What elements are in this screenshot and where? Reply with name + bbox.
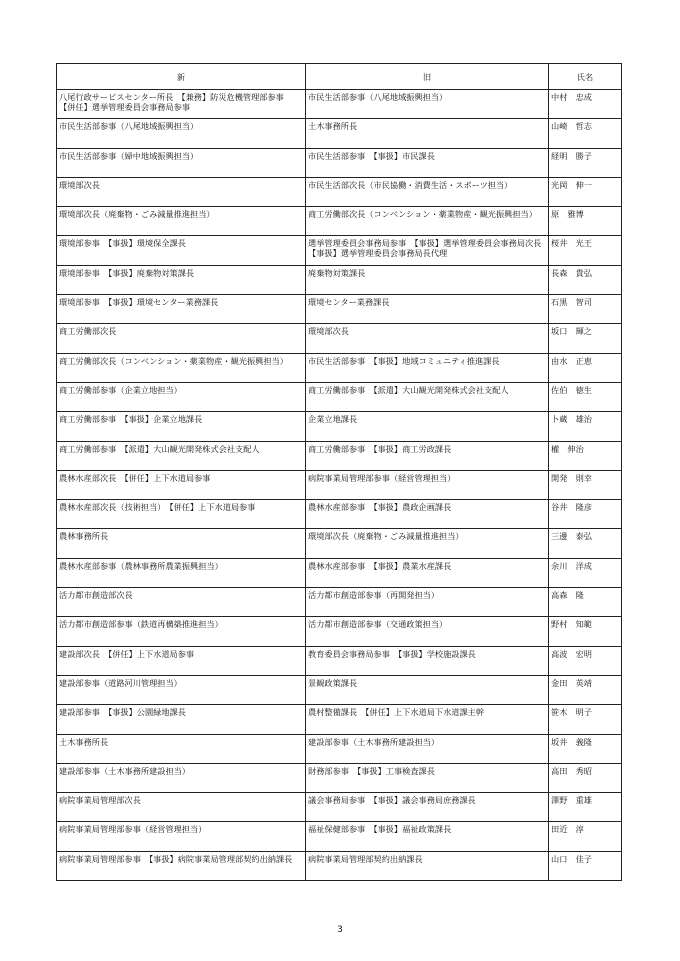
cell-new-position: 商工労働部参事 【事扱】企業立地課長 [57,412,306,441]
table-row [57,177,622,206]
cell-new-position: 建設部参事 【事扱】公園緑地課長 [57,705,306,734]
cell-new-position: 農林水産部次長（技術担当） 【併任】上下水道局参事 [57,500,306,529]
table-body [57,90,622,881]
cell-new-position: 土木事務所長 [57,734,306,763]
cell-old-position: 教育委員会事務局参事 【事扱】学校施設課長 [306,646,549,675]
cell-old-position: 福祉保健部参事 【事扱】福祉政策課長 [306,822,549,851]
cell-old-position: 土木事務所長 [306,119,549,148]
table-row [57,675,622,704]
cell-new-position: 市民生活部参事（婦中地域振興担当） [57,148,306,177]
table-row [57,90,622,119]
cell-old-position: 商工労働部参事 【事扱】商工労政課長 [306,441,549,470]
table-row [57,588,622,617]
cell-new-position: 環境部参事 【事扱】環境保全課長 [57,236,306,265]
cell-new-position: 活力都市創造部参事（鉄道再構築推進担当） [57,617,306,646]
cell-new-position: 活力都市創造部次長 [57,588,306,617]
cell-new-position: 商工労働部参事 【派遣】大山観光開発株式会社支配人 [57,441,306,470]
header-old: 旧 [306,64,549,90]
table-row [57,119,622,148]
cell-person-name: 谷井 隆彦 [549,500,622,529]
table-row [57,646,622,675]
cell-person-name: 坂井 義隆 [549,734,622,763]
cell-person-name: 高森 隆 [549,588,622,617]
cell-person-name: 長森 貴弘 [549,265,622,294]
cell-person-name: 高田 秀昭 [549,763,622,792]
table-row [57,207,622,236]
cell-new-position: 環境部参事 【事扱】環境センター業務課長 [57,295,306,324]
cell-person-name: 高波 宏明 [549,646,622,675]
cell-person-name: 野村 知範 [549,617,622,646]
cell-new-position: 建設部次長 【併任】上下水道局参事 [57,646,306,675]
cell-new-position: 農林水産部次長 【併任】上下水道局参事 [57,470,306,499]
cell-person-name: 坂口 輝之 [549,324,622,353]
cell-person-name: 權 伸治 [549,441,622,470]
cell-person-name: 石黒 智司 [549,295,622,324]
table-row [57,412,622,441]
header-new: 新 [57,64,306,90]
cell-person-name: 卜蔵 雄治 [549,412,622,441]
cell-old-position: 環境センター業務課長 [306,295,549,324]
cell-new-position: 商工労働部次長（コンベンション・薬業物産・観光振興担当） [57,353,306,382]
cell-new-position: 建設部参事（土木事務所建設担当） [57,763,306,792]
cell-new-position: 環境部次長 [57,177,306,206]
cell-old-position: 環境部次長（廃棄物・ごみ減量推進担当） [306,529,549,558]
cell-old-position: 市民生活部参事（八尾地域振興担当） [306,90,549,119]
table-row [57,763,622,792]
cell-old-position: 市民生活部参事 【事扱】市民課長 [306,148,549,177]
table-row [57,851,622,880]
cell-new-position: 病院事業局管理部次長 [57,793,306,822]
table-row [57,558,622,587]
cell-old-position: 環境部次長 [306,324,549,353]
cell-new-position: 環境部次長（廃棄物・ごみ減量推進担当） [57,207,306,236]
cell-old-position: 商工労働部参事 【派遣】大山観光開発株式会社支配人 [306,382,549,411]
cell-new-position: 病院事業局管理部参事（経営管理担当） [57,822,306,851]
page-number: 3 [337,925,343,935]
cell-person-name: 桜井 光王 [549,236,622,265]
cell-new-position: 市民生活部参事（八尾地域振興担当） [57,119,306,148]
table-row [57,822,622,851]
cell-old-position: 活力都市創造部参事（再開発担当） [306,588,549,617]
cell-person-name: 佐伯 徳生 [549,382,622,411]
cell-person-name: 三邊 泰弘 [549,529,622,558]
header-name: 氏名 [549,64,622,90]
table-row [57,734,622,763]
cell-person-name: 笹木 明子 [549,705,622,734]
cell-old-position: 農林水産部参事 【事扱】農業水産課長 [306,558,549,587]
table-row [57,441,622,470]
cell-old-position: 財務部参事 【事扱】工事検査課長 [306,763,549,792]
cell-old-position: 農村整備課長 【併任】上下水道局下水道課主幹 [306,705,549,734]
table-row [57,295,622,324]
table-row [57,382,622,411]
cell-person-name: 山崎 哲志 [549,119,622,148]
personnel-table [56,63,622,881]
cell-old-position: 市民生活部参事 【事扱】地域コミュニティ推進課長 [306,353,549,382]
table-row [57,265,622,294]
cell-new-position: 八尾行政サービスセンター所長 【兼務】防災危機管理部参事 【併任】選挙管理委員会事務局参事 [57,90,306,119]
cell-new-position: 環境部参事 【事扱】廃棄物対策課長 [57,265,306,294]
cell-old-position: 病院事業局管理部参事（経営管理担当） [306,470,549,499]
table-row [57,793,622,822]
table-row [57,500,622,529]
table-row [57,529,622,558]
cell-person-name: 余川 洋成 [549,558,622,587]
cell-old-position: 廃棄物対策課長 [306,265,549,294]
cell-old-position: 建設部参事（土木事務所建設担当） [306,734,549,763]
cell-old-position: 活力都市創造部参事（交通政策担当） [306,617,549,646]
cell-person-name: 原 雅博 [549,207,622,236]
cell-new-position: 病院事業局管理部参事 【事扱】病院事業局管理部契約出納課長 [57,851,306,880]
cell-person-name: 田近 淳 [549,822,622,851]
table-row [57,470,622,499]
table-header-row [57,64,622,90]
table-row [57,324,622,353]
cell-person-name: 由水 正恵 [549,353,622,382]
cell-person-name: 金田 英靖 [549,675,622,704]
cell-old-position: 景観政策課長 [306,675,549,704]
cell-old-position: 商工労働部次長（コンベンション・薬業物産・観光振興担当） [306,207,549,236]
cell-new-position: 商工労働部次長 [57,324,306,353]
table-row [57,705,622,734]
cell-old-position: 市民生活部次長（市民協働・消費生活・スポーツ担当） [306,177,549,206]
cell-old-position: 企業立地課長 [306,412,549,441]
cell-person-name: 開発 則幸 [549,470,622,499]
cell-person-name: 山口 佳子 [549,851,622,880]
table-row [57,148,622,177]
cell-old-position: 議会事務局参事 【事扱】議会事務局庶務課長 [306,793,549,822]
cell-new-position: 農林水産部参事（農林事務所農業振興担当） [57,558,306,587]
cell-person-name: 経明 勝子 [549,148,622,177]
cell-new-position: 商工労働部参事（企業立地担当） [57,382,306,411]
cell-new-position: 建設部参事（道路河川管理担当） [57,675,306,704]
table-row [57,617,622,646]
table-row [57,236,622,265]
cell-person-name: 中村 忠成 [549,90,622,119]
cell-person-name: 澤野 重雄 [549,793,622,822]
cell-old-position: 選挙管理委員会事務局参事 【事扱】選挙管理委員会事務局次長 【事扱】選挙管理委員会事務局長代理 [306,236,549,265]
table-row [57,353,622,382]
cell-person-name: 光岡 伸一 [549,177,622,206]
cell-old-position: 農林水産部参事 【事扱】農政企画課長 [306,500,549,529]
cell-old-position: 病院事業局管理部契約出納課長 [306,851,549,880]
cell-new-position: 農林事務所長 [57,529,306,558]
